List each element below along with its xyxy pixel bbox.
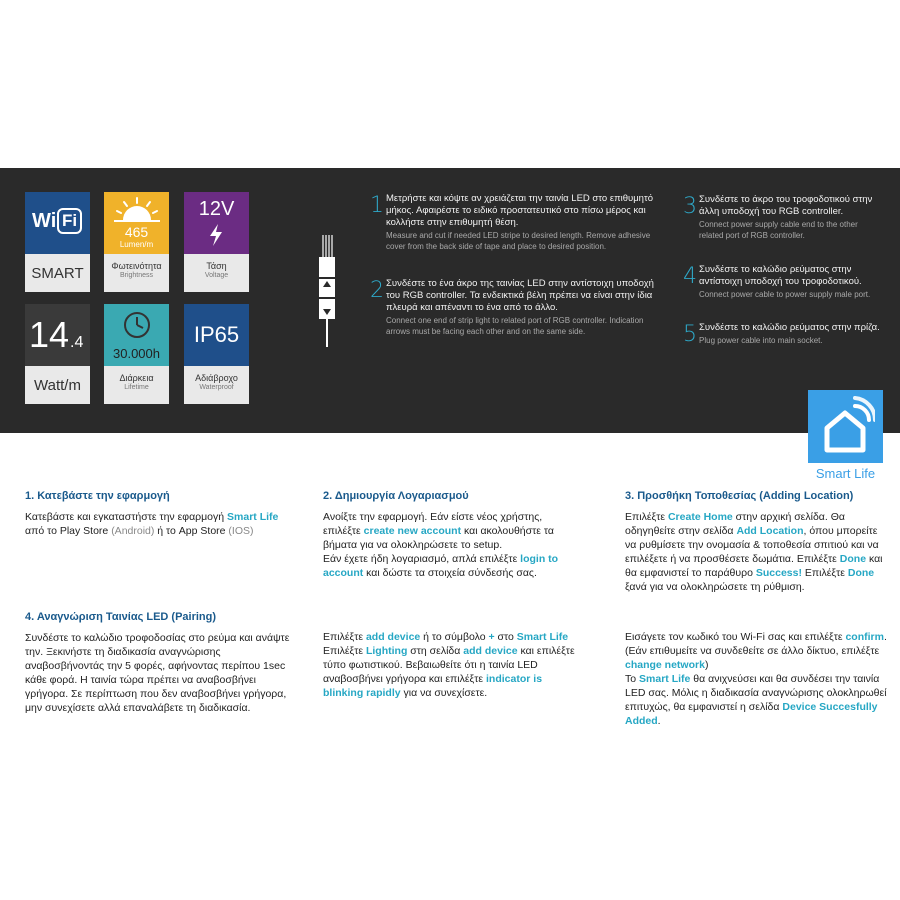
lifetime-value: 30.000h bbox=[113, 346, 160, 361]
waterproof-label-en: Waterproof bbox=[199, 384, 234, 391]
voltage-label-en: Voltage bbox=[204, 272, 229, 279]
lifetime-label-en: Lifetime bbox=[124, 384, 149, 391]
lifetime-tile bbox=[104, 304, 169, 404]
home-icon bbox=[819, 396, 875, 456]
voltage-tile bbox=[184, 192, 249, 292]
clock-icon bbox=[122, 310, 152, 340]
step-3-number: 3 bbox=[683, 194, 697, 219]
smart-label: SMART bbox=[31, 265, 84, 282]
step-2-text-gr: Συνδέστε το ένα άκρο της ταινίας LED στην αντίστοιχη υποδοχή του RGB controller. Τα ενδεικτικά βέλη πρέπει να είναι στην ίδια πλευρά και απέναντι το ένα από το άλλο. bbox=[386, 278, 654, 313]
smart-life-app-icon bbox=[808, 390, 883, 463]
section-add-location bbox=[625, 490, 890, 594]
fi-badge: Fi bbox=[57, 208, 82, 234]
step-4-number: 4 bbox=[683, 264, 697, 289]
brightness-tile bbox=[104, 192, 169, 292]
section-2-text: Ανοίξτε την εφαρμογή. Εάν είστε νέος χρήστης, επιλέξτε create new account και ακολουθήστε τα βήματα για να ολοκληρώσετε το setup. Εάν έχετε ήδη λογαριασμό, απλά επιλέξτε login to account και δώστε τα στοιχεία σύνδεσής σας. bbox=[323, 511, 559, 579]
smart-life-logo bbox=[808, 390, 883, 488]
step-2-number: 2 bbox=[370, 278, 384, 303]
step-1-text-gr: Μετρήστε και κόψτε αν χρειάζεται την ταινία LED στο επιθυμητό μήκος. Αφαιρέστε το ειδικό προστατευτικό στο πίσω μέρος και κολλήστε στην επιθυμητή θέση. bbox=[386, 193, 654, 228]
section-5-text: Επιλέξτε add device ή το σύμβολο + στο Smart Life Επιλέξτε Lighting στη σελίδα add device και επιλέξτε τύπο φωτιστικού. Βεβαιωθείτε ότι η ταινία LED αναβοσβήνει γρήγορα και επιλέξτε indicator is blinking rapidly για να συνεχίσετε. bbox=[323, 631, 575, 699]
step-4-text-en: Connect power cable to power supply male port. bbox=[699, 290, 871, 299]
waterproof-label-gr: Αδιάβροχο bbox=[195, 373, 238, 383]
section-pairing bbox=[25, 611, 295, 715]
waterproof-tile bbox=[184, 304, 249, 404]
step-3-text-gr: Συνδέστε το άκρο του τροφοδοτικού στην άλλη υποδοχή του RGB controller. bbox=[699, 194, 873, 217]
section-6-text: Εισάγετε τον κωδικό του Wi-Fi σας και επιλέξτε confirm. (Εάν επιθυμείτε να συνδεθείτε σε άλλο δίκτυο, επιλέξτε change network) Το Smart Life θα ανιχνεύσει και θα συνδέσει την ταινία LED σας. Μόλις η διαδικασία αναγνώρισης ολοκληρωθεί επιτυχώς, θα εμφανιστεί η σελίδα Device Succesfully Added. bbox=[625, 631, 887, 727]
wifi-text: Wi bbox=[32, 210, 57, 232]
wifi-tile bbox=[25, 192, 90, 292]
section-1-title: 1. Κατεβάστε την εφαρμογή bbox=[25, 490, 170, 502]
step-5-text-gr: Συνδέστε το καλώδιο ρεύματος στην πρίζα. bbox=[699, 322, 880, 333]
section-1-text: Κατεβάστε και εγκαταστήστε την εφαρμογή Smart Life από το Play Store (Android) ή το App Store (IOS) bbox=[25, 511, 279, 537]
section-add-device bbox=[323, 630, 578, 700]
brightness-label-gr: Φωτεινότητα bbox=[111, 261, 162, 271]
step-1-number: 1 bbox=[370, 193, 384, 218]
brightness-value: 465 bbox=[124, 224, 149, 240]
step-5-text-en: Plug power cable into main socket. bbox=[699, 336, 823, 345]
voltage-label-gr: Τάση bbox=[206, 261, 227, 271]
watt-value: 14 bbox=[29, 314, 70, 355]
lifetime-label-gr: Διάρκεια bbox=[119, 373, 154, 383]
lightning-icon bbox=[208, 224, 224, 246]
section-wifi-confirm bbox=[625, 630, 895, 728]
section-4-title: 4. Αναγνώριση Ταινίας LED (Pairing) bbox=[25, 611, 217, 623]
watt-unit: Watt/m bbox=[34, 377, 81, 394]
section-4-text: Συνδέστε το καλώδιο τροφοδοσίας στο ρεύμα και ανάψτε την. Ξεκινήστε τη διαδικασία αναγνώρισης αναβοσβήνοντάς την 5 φορές, αφήνοντας περίπου 1sec κάθε φορά. Η ταινία τώρα πρέπει να αναβοσβήνει γρήγορα. Σε περίπτωση που δεν αναβοσβήνει γρήγορα, μην συνεχίσετε αλλά επαναλάβετε τη διαδικασία. bbox=[25, 632, 290, 714]
step-5-number: 5 bbox=[683, 322, 697, 347]
watt-tile bbox=[25, 304, 90, 404]
section-download-app bbox=[25, 490, 285, 538]
section-3-text: Επιλέξτε Create Home στην αρχική σελίδα. Θα οδηγηθείτε στην σελίδα Add Location, όπου μπορείτε να ρυθμίσετε την ονομασία & τοποθεσία σπιτιού και να επιλέξετε ή να προσθέσετε δωμάτια. Επιλέξτε Done και θα εμφανιστεί το παράθυρο Success! Επιλέξτε Done ξανά για να ολοκληρώσετε τη ρύθμιση. bbox=[625, 511, 883, 593]
step-2-text-en: Connect one end of strip light to related port of RGB controller. Indication arrows must be facing each other and on the same side. bbox=[386, 316, 644, 336]
step-1-text-en: Measure and cut if needed LED stripe to desired length. Remove adhesive cover from the back side of tape and place to desired position. bbox=[386, 231, 651, 251]
section-create-account bbox=[323, 490, 578, 580]
sun-icon bbox=[112, 196, 162, 222]
step-4-text-gr: Συνδέστε το καλώδιο ρεύματος στην αντίστοιχη υποδοχή του τροφοδοτικού. bbox=[699, 264, 862, 287]
section-3-title: 3. Προσθήκη Τοποθεσίας (Adding Location) bbox=[625, 490, 854, 502]
watt-value-sub: .4 bbox=[70, 334, 84, 351]
section-2-title: 2. Δημιουργία Λογαριασμού bbox=[323, 490, 469, 502]
brightness-unit: Lumen/m bbox=[119, 240, 154, 249]
voltage-value: 12V bbox=[198, 198, 235, 220]
ip-rating: IP65 bbox=[193, 322, 240, 347]
step-3-text-en: Connect power supply cable end to the other related port of RGB controller. bbox=[699, 220, 858, 240]
brightness-label-en: Brightness bbox=[119, 272, 154, 279]
smart-life-label: Smart Life bbox=[815, 466, 876, 481]
connector-illustration bbox=[312, 235, 342, 347]
